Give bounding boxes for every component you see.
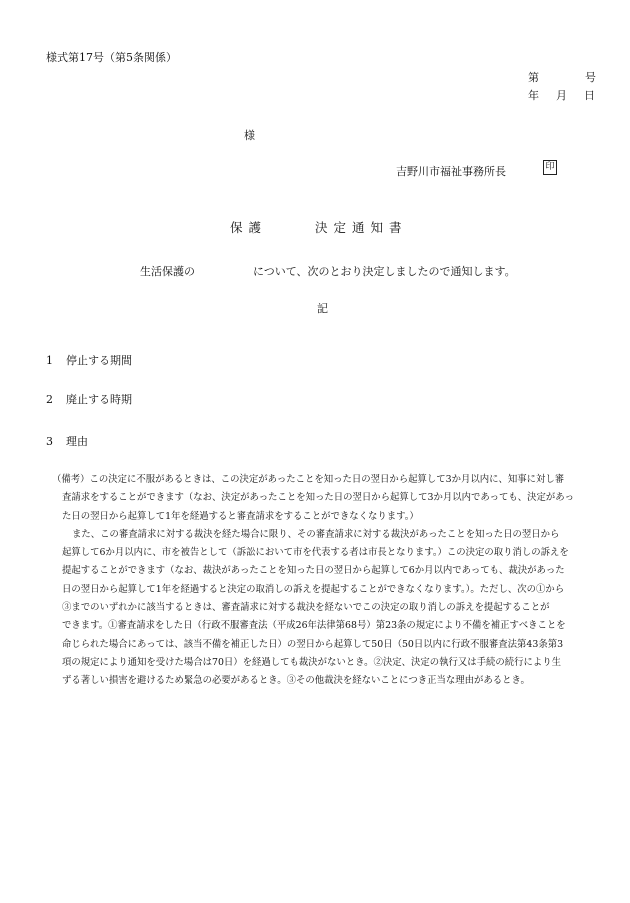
remarks-line: た日の翌日から起算して1年を経過すると審査請求をすることができなくなります。） [62,510,419,522]
seal-stamp: 印 [543,160,557,175]
document-number-line [528,69,596,85]
item-number: 2 [46,393,53,406]
issuer-name: 吉野川市福祉事務所長 [396,165,506,178]
intro-part-2: について、次のとおり決定しましたので通知します。 [253,265,516,278]
remarks-line: 査請求をすることができます（なお、決定があったことを知った日の翌日から起算して3か月以内であっても、決定があっ [62,492,574,504]
title-part-2: 決定通知書 [315,220,408,235]
item-label: 廃止する時期 [66,393,132,406]
number-prefix: 第 [528,71,539,84]
document-title [230,218,408,236]
item-label: 理由 [66,435,88,448]
remarks-line: ③までのいずれかに該当するときは、審査請求に対する裁決を経ないでこの決定の取り消しの訴えを提起することが [62,602,550,614]
remarks-line: 命じられた場合にあっては、該当不備を補正した日）の翌日から起算して50日（50日以内に行政不服審査法第43条第3 [62,638,564,650]
day-label: 日 [584,89,595,102]
item-reason [46,433,88,449]
remarks-line: ずる著しい損害を避けるため緊急の必要があるとき。③その他裁決を経ないことにつき正当な理由があるとき。 [62,675,530,687]
remarks-line: 項の規定により通知を受けた場合は70日）を経過しても裁決がないとき。②決定、決定の執行又は手続の続行により生 [62,656,562,668]
item-abolish-time [46,391,132,407]
item-number: 1 [46,354,53,367]
date-line [528,87,595,103]
intro-sentence [140,263,516,279]
remarks-line: （備考）この決定に不服があるときは、この決定があったことを知った日の翌日から起算して3か月以内に、知事に対し審 [52,474,565,485]
remarks-line: また、この審査請求に対する裁決を経た場合に限り、その審査請求に対する裁決があったことを知った日の翌日から [72,528,560,540]
form-label: 様式第17号（第5条関係） [46,51,177,64]
remarks-line: 日の翌日から起算して1年を経過すると決定の取消しの訴えを提起することができなくなります。）。ただし、次の①から [62,583,565,595]
remarks-block [52,471,602,691]
item-stop-period [46,352,132,368]
remarks-line: できます。①審査請求をした日（行政不服審査法（平成26年法律第68号）第23条の規定により不備を補正すべきことを [62,620,566,632]
year-label: 年 [528,89,539,102]
item-number: 3 [46,435,53,448]
month-label: 月 [556,89,567,102]
addressee-honorific: 様 [244,129,255,142]
remarks-line: 起算して6か月以内に、市を被告として（訴訟において市を代表する者は市長となります。）この決定の取り消しの訴えを [62,547,569,559]
ki-heading: 記 [317,302,328,315]
remarks-line: 提起することができます（なお、裁決があったことを知った日の翌日から起算して6か月以内であっても、裁決があった [62,565,565,577]
intro-part-1: 生活保護の [140,265,195,278]
title-part-1: 保護 [230,220,268,235]
item-label: 停止する期間 [66,354,132,367]
number-suffix: 号 [585,71,596,84]
